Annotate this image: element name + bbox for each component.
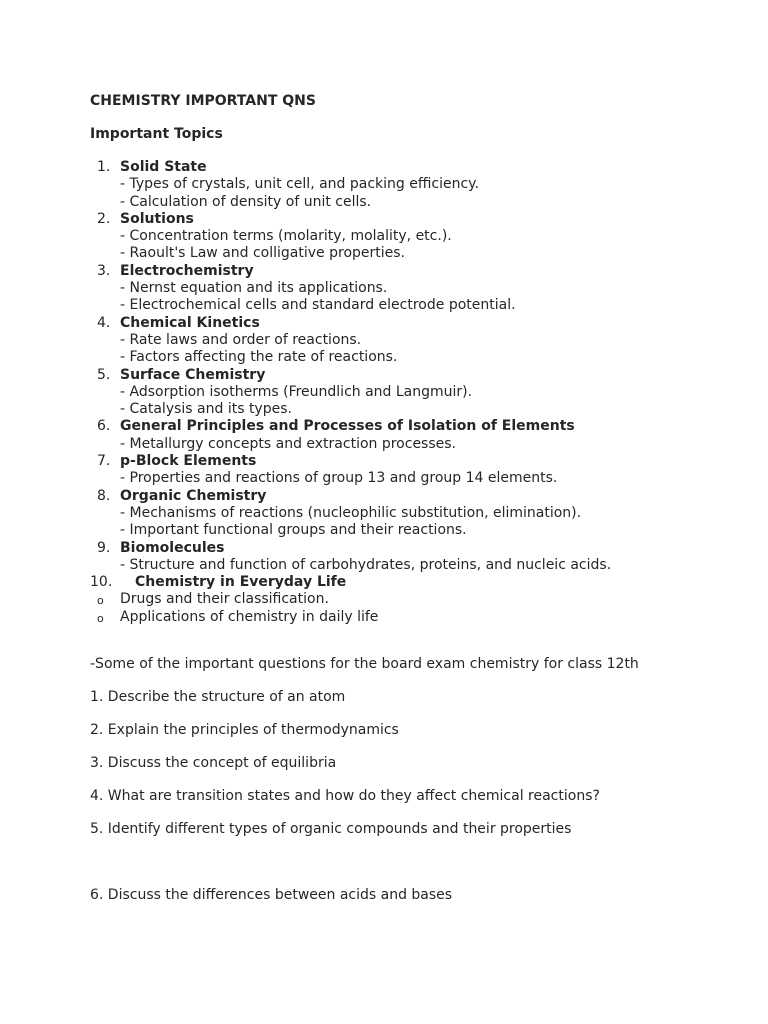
topics-list [90,159,710,591]
bullet-item [90,609,710,626]
topic-item [90,574,710,591]
topic-detail: - Metallurgy concepts and extraction processes. [120,435,456,452]
topic-number: 7. [97,453,111,470]
topic-number: 2. [97,210,111,227]
topic-number: 6. [97,418,111,435]
topic-item [90,418,710,453]
question-item: 6. Discuss the differences between acids and bases [90,887,453,904]
topic-detail: - Adsorption isotherms (Freundlich and Langmuir). [120,383,473,400]
topic-detail: - Types of crystals, unit cell, and packing efficiency. [120,176,479,193]
circle-bullet-icon: o [97,594,104,608]
question-item: 1. Describe the structure of an atom [90,689,346,706]
topic-name: Solutions [120,210,194,227]
topic-detail: - Factors affecting the rate of reactions. [120,349,398,366]
topic-detail: - Calculation of density of unit cells. [120,193,372,210]
bullet-text: Drugs and their classification. [120,591,329,608]
topic-name: Biomolecules [120,539,225,556]
topic-name: General Principles and Processes of Isolation of Elements [120,418,575,435]
topic-item [90,263,710,315]
bullet-item [90,591,710,608]
topic-number: 5. [97,366,111,383]
topic-item [90,540,710,575]
question-item: 5. Identify different types of organic compounds and their properties [90,821,572,838]
topic-detail: - Raoult's Law and colligative properties. [120,245,405,262]
document-title: CHEMISTRY IMPORTANT QNS [90,93,316,109]
topic-item [90,367,710,419]
topic-name: Chemistry in Everyday Life [135,574,347,591]
topic-name: Solid State [120,159,207,175]
topic-name: Chemical Kinetics [120,314,260,331]
topic-detail: - Nernst equation and its applications. [120,280,388,297]
questions-intro: -Some of the important questions for the board exam chemistry for class 12th [90,656,639,673]
section-heading: Important Topics [90,126,223,142]
circle-bullet-icon: o [97,611,104,625]
topic-name: p-Block Elements [120,453,257,470]
topic-item [90,488,710,540]
topic-detail: - Electrochemical cells and standard electrode potential. [120,297,516,314]
sub-bullet-list [90,591,710,626]
topic-detail: - Concentration terms (molarity, molality, etc.). [120,228,452,245]
topic-detail: - Catalysis and its types. [120,401,292,418]
topic-item [90,453,710,488]
topic-detail: - Important functional groups and their reactions. [120,522,467,539]
topic-detail: - Structure and function of carbohydrates, proteins, and nucleic acids. [120,556,612,573]
topic-number: 10. [90,574,113,591]
topic-item [90,211,710,263]
topic-number: 9. [97,539,111,556]
topic-number: 4. [97,314,111,331]
question-item: 3. Discuss the concept of equilibria [90,755,337,772]
topic-name: Surface Chemistry [120,366,266,383]
topic-item [90,159,710,211]
topic-item [90,315,710,367]
topic-name: Electrochemistry [120,262,254,279]
topic-detail: - Rate laws and order of reactions. [120,331,362,348]
bullet-text: Applications of chemistry in daily life [120,608,379,625]
topic-name: Organic Chemistry [120,487,267,504]
topic-detail: - Mechanisms of reactions (nucleophilic substitution, elimination). [120,504,582,521]
topic-detail: - Properties and reactions of group 13 and group 14 elements. [120,470,558,487]
question-item: 2. Explain the principles of thermodynamics [90,722,399,739]
document-body [90,93,710,904]
topic-number: 3. [97,262,111,279]
topic-number: 8. [97,487,111,504]
question-item: 4. What are transition states and how do they affect chemical reactions? [90,788,600,805]
topic-number: 1. [97,159,111,175]
